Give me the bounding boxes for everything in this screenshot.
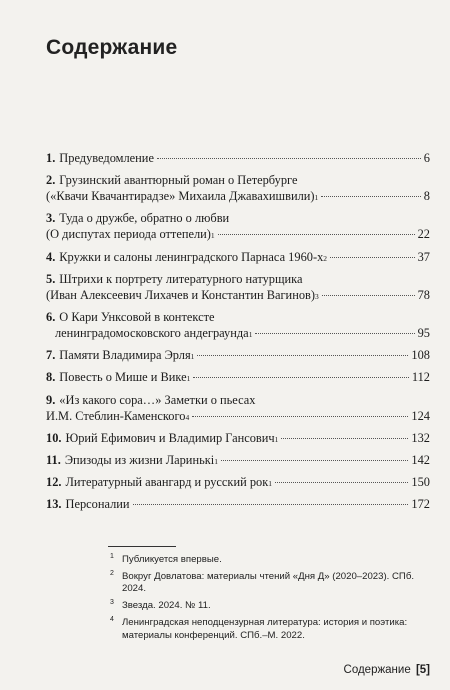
- toc-entry-title: Эпизоды из жизни Ларинькі: [64, 452, 215, 467]
- footnote-text: Ленинградская неподцензурная литература: история и поэтика: материалы конференций. СПб.–М. 2022.: [122, 617, 408, 641]
- toc-entry-number: 5.: [46, 271, 56, 286]
- toc-entry-number: 12.: [46, 475, 62, 490]
- toc-page-number: 6: [423, 151, 430, 165]
- toc-entry[interactable]: 11. Эпизоды из жизни Ларинькі 1 142: [46, 452, 430, 467]
- toc-entry[interactable]: [46, 150, 430, 166]
- leader-dots: [193, 377, 409, 378]
- toc-entry[interactable]: 10. Юрий Ефимович и Владимир Гансович 1 132: [46, 430, 430, 445]
- leader-dots: [275, 482, 408, 483]
- toc-entry-title: Литературный авангард и русский рок: [65, 475, 269, 490]
- toc-entry[interactable]: 3. Туда о дружбе, обратно о любви (О диспутах периода оттепели) 1 22: [46, 211, 430, 242]
- leader-dots: [281, 438, 408, 439]
- footnote: [108, 617, 430, 642]
- toc-page-number: 22: [417, 227, 430, 242]
- toc-entry-number: 8.: [46, 370, 56, 385]
- toc-entry-title: «Из какого сора…» Заметки о пьесах: [59, 392, 256, 407]
- leader-dots: [330, 257, 415, 258]
- toc-page-number: 124: [411, 408, 430, 423]
- toc-entry-title: О Кари Унксовой в контексте: [59, 309, 215, 324]
- toc-entry-title: Персоналии: [65, 497, 130, 512]
- toc-page-number: 78: [417, 287, 430, 302]
- toc-entry-title: Грузинский авантюрный роман о Петербурге: [59, 173, 298, 188]
- toc-entry-title: Штрихи к портрету литературного натурщика: [59, 271, 303, 286]
- footnote-text: Звезда. 2024. № 11.: [122, 600, 211, 612]
- toc-entry-title: И.М. Стеблин-Каменского: [46, 408, 186, 423]
- toc-page-number: 95: [417, 325, 430, 340]
- toc-entry-number: 4.: [46, 249, 56, 264]
- toc-entry[interactable]: 4. Кружки и салоны ленинградского Парнаса 1960-х 2 37: [46, 249, 430, 264]
- running-footer: [344, 664, 430, 676]
- toc-entry-title: («Квачи Квачантирадзе» Михаила Джавахишвили): [46, 189, 315, 204]
- toc-entry-number: 13.: [46, 497, 62, 512]
- leader-dots: [255, 333, 414, 334]
- toc-entry-title: ленинградомосковского андеграунда: [55, 325, 249, 340]
- toc-entry[interactable]: 6. О Кари Унксовой в контексте ленинградомосковского андеграунда 1 95: [46, 309, 430, 340]
- leader-dots: [133, 504, 409, 505]
- toc-entry[interactable]: 2. Грузинский авантюрный роман о Петербурге («Квачи Квачантирадзе» Михаила Джавахишвили) 1 8: [46, 173, 430, 204]
- toc-entry-number: 3.: [46, 211, 56, 226]
- footnote: [108, 571, 430, 596]
- toc-entry[interactable]: 12. Литературный авангард и русский рок 1 150: [46, 475, 430, 490]
- toc-entry[interactable]: [46, 496, 430, 512]
- toc-page-number: 108: [411, 348, 430, 363]
- toc-page-number: 132: [411, 430, 430, 445]
- toc-entry-title: (Иван Алексеевич Лихачев и Константин Вагинов): [46, 287, 315, 302]
- toc-entry-number: 6.: [46, 309, 56, 324]
- toc-page-number: 142: [411, 452, 430, 467]
- footnote-number: 1: [110, 553, 114, 560]
- page-title: Содержание: [46, 36, 178, 59]
- toc-entry-title: Туда о дружбе, обратно о любви: [59, 211, 230, 226]
- table-of-contents: [46, 150, 430, 518]
- toc-page-number: 112: [411, 370, 430, 385]
- toc-page-number: 172: [411, 497, 430, 512]
- leader-dots: [322, 295, 415, 296]
- toc-entry[interactable]: 5. Штрихи к портрету литературного натурщика (Иван Алексеевич Лихачев и Константин Вагинов) 3 78: [46, 271, 430, 302]
- footnotes: [108, 554, 430, 647]
- toc-entry-number: 11.: [46, 452, 61, 467]
- leader-dots: [321, 196, 421, 197]
- footnote-number: 2: [110, 569, 114, 577]
- leader-dots: [197, 355, 408, 356]
- toc-page-number: 150: [411, 475, 430, 490]
- leader-dots: [221, 460, 408, 461]
- toc-entry-number: 1.: [46, 151, 56, 165]
- toc-entry-title: (О диспутах периода оттепели): [46, 227, 211, 242]
- leader-dots: [192, 416, 408, 417]
- toc-entry[interactable]: 8. Повесть о Мише и Вике 1 112: [46, 370, 430, 385]
- leader-dots: [218, 234, 415, 235]
- footnote-text: Публикуется впервые.: [122, 554, 222, 565]
- toc-entry[interactable]: 9. «Из какого сора…» Заметки о пьесах И.М. Стеблин-Каменского 4 124: [46, 392, 430, 423]
- toc-entry-title: Предуведомление: [59, 151, 154, 165]
- toc-page-number: 8: [423, 189, 430, 204]
- footnote-number: 3: [110, 599, 114, 607]
- footnote-number: 4: [110, 616, 114, 624]
- toc-entry-title: Памяти Владимира Эрля: [59, 348, 191, 363]
- footnote-divider: [108, 546, 176, 547]
- toc-entry-number: 7.: [46, 348, 56, 363]
- toc-entry-title: Кружки и салоны ленинградского Парнаса 1960-х: [59, 249, 324, 264]
- footer-page-number: [5]: [415, 664, 430, 676]
- toc-entry-number: 2.: [46, 173, 56, 188]
- toc-entry-title: Юрий Ефимович и Владимир Гансович: [65, 430, 275, 445]
- footnote: [108, 600, 430, 613]
- toc-entry-title: Повесть о Мише и Вике: [59, 370, 187, 385]
- footnote: [108, 554, 430, 567]
- toc-entry-number: 9.: [46, 392, 56, 407]
- toc-entry-number: 10.: [46, 430, 62, 445]
- footnote-text: Вокруг Довлатова: материалы чтений «Дня Д» (2020–2023). СПб. 2024.: [122, 570, 414, 595]
- toc-page-number: 37: [417, 249, 430, 264]
- leader-dots: [157, 158, 421, 159]
- toc-entry[interactable]: 7. Памяти Владимира Эрля 1 108: [46, 348, 430, 363]
- footer-label: Содержание: [343, 664, 411, 676]
